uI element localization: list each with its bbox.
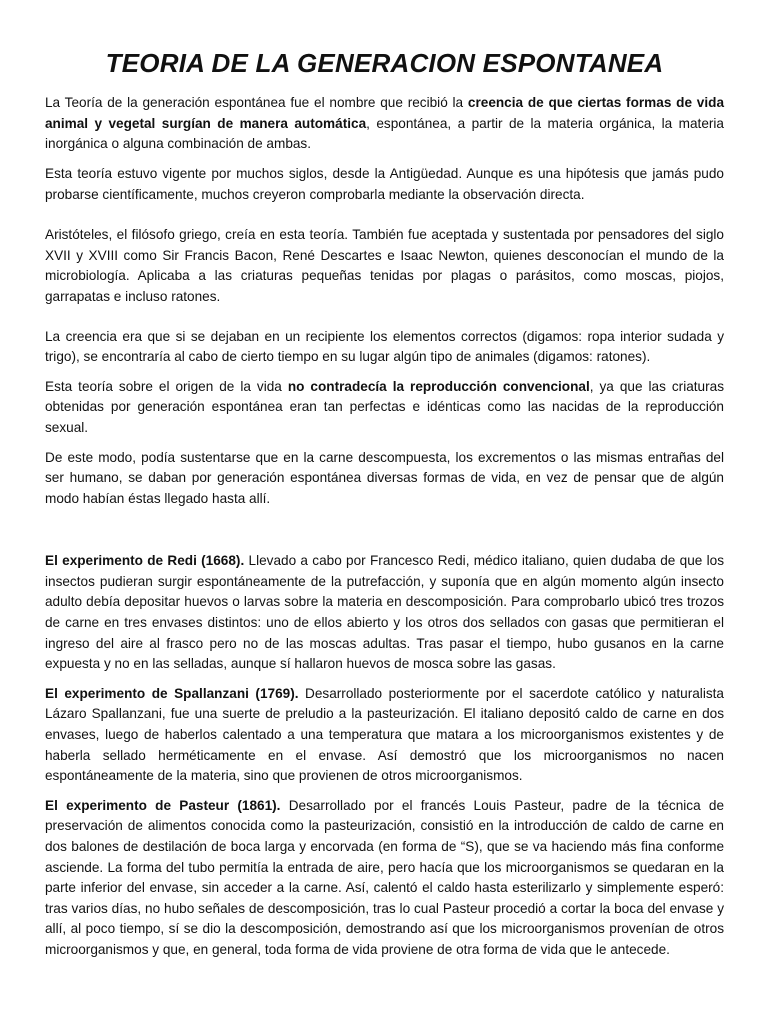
paragraph-text: , ya que las criaturas obtenidas por generación espontánea eran tan perfectas e idénticas como las nacidas de la reproducción sexual. — [45, 378, 724, 435]
section-body: Desarrollado posteriormente por el sacerdote católico y naturalista Lázaro Spallanzani, fue una suerte de preludio a la pasteurización. El italiano depositó caldo de carne en dos envases, luego de haberlos calentado a una temperatura que matara a los microorganismos existentes y de haberla sellado herméticamente en el envase. Así demostró que los microorganismos no nacen espontáneamente de la materia, sino que provienen de otros microorganismos. — [45, 685, 724, 784]
section-spallanzani — [45, 684, 724, 787]
paragraph-definition — [45, 93, 724, 155]
paragraph-aristotle: Aristóteles, el filósofo griego, creía en esta teoría. También fue aceptada y sustentada por pensadores del siglo XVII y XVIII como Sir Francis Bacon, René Descartes e Isaac Newton, quienes desconocían el mundo de la microbiología. Aplicaba a las criaturas pequeñas tenidas por plagas o parásitos, como moscas, piojos, garrapatas e incluso ratones. — [45, 227, 724, 304]
bold-phrase: creencia de que ciertas formas de vida animal y vegetal surgían de manera automática — [45, 95, 725, 131]
section-pasteur — [45, 796, 724, 961]
section-body: Llevado a cabo por Francesco Redi, médico italiano, quien dudaba de que los insectos pudieran surgir espontáneamente de la putrefacción, y suponía que en algún momento algún insecto adulto debía depositar huevos o larvas sobre la materia en descomposición. Para comprobarlo ubicó tres trozos de carne en tres envases distintos: uno de ellos abierto y los otros dos sellados con gasas que permitieran el ingreso del aire al frasco pero no de las moscas adultas. Tras pasar el tiempo, hubo gusanos en la carne expuesta y no en las selladas, aunque sí hallaron huevos de mosca sobre las gasas. — [45, 553, 724, 672]
section-redi — [45, 551, 724, 675]
section-heading: El experimento de Redi (1668). — [45, 553, 245, 569]
paragraph-text: Esta teoría sobre el origen de la vida — [45, 378, 288, 394]
page-title: TEORIA DE LA GENERACION ESPONTANEA — [105, 48, 664, 78]
paragraph-validity: Esta teoría estuvo vigente por muchos siglos, desde la Antigüedad. Aunque es una hipótesis que jamás pudo probarse científicamente, muchos creyeron comprobarla mediante la observación directa. — [45, 165, 724, 202]
paragraph-belief: La creencia era que si se dejaban en un recipiente los elementos correctos (digamos: ropa interior sudada y trigo), se encontraría al cabo de cierto tiempo en su lugar algún tipo de animales (digamos: ratones). — [45, 328, 724, 365]
section-body: Desarrollado por el francés Louis Pasteur, padre de la técnica de preservación de alimentos conocida como la pasteurización, consistió en la introducción de caldo de carne en dos balones de destilación de boca larga y encorvada (en forma de “S), que se va haciendo más fina conforme asciende. La forma del tubo permitía la entrada de aire, pero hacía que los microorganismos se quedaran en la parte inferior del envase, sin acceder a la carne. Así, calentó el caldo hasta esterilizarlo y simplemente esperó: tras varios días, no hubo señales de descomposición, tras lo cual Pasteur procedió a cortar la boca del envase y allí, al poco tiempo, sí se dio la descomposición, demostrando así que los microorganismos provenían de otros microorganismos y que, en general, toda forma de vida proviene de otra forma de vida que le antecede. — [45, 797, 725, 957]
section-heading: El experimento de Spallanzani (1769). — [45, 685, 299, 701]
section-heading: El experimento de Pasteur (1861). — [45, 797, 281, 813]
paragraph-text: , espontánea, a partir de la materia orgánica, la materia inorgánica o alguna combinación de ambas. — [45, 115, 724, 152]
paragraph-text: La Teoría de la generación espontánea fue el nombre que recibió la — [45, 95, 468, 111]
bold-phrase: no contradecía la reproducción convencional — [287, 378, 590, 394]
paragraph-reproduction — [45, 377, 724, 439]
document-page — [45, 48, 724, 961]
paragraph-conclusion: De este modo, podía sustentarse que en la carne descompuesta, los excrementos o las mismas entrañas del ser humano, se daban por generación espontánea diversas formas de vida, en vez de pensar que de algún modo habían éstas llegado hasta allí. — [45, 449, 724, 506]
